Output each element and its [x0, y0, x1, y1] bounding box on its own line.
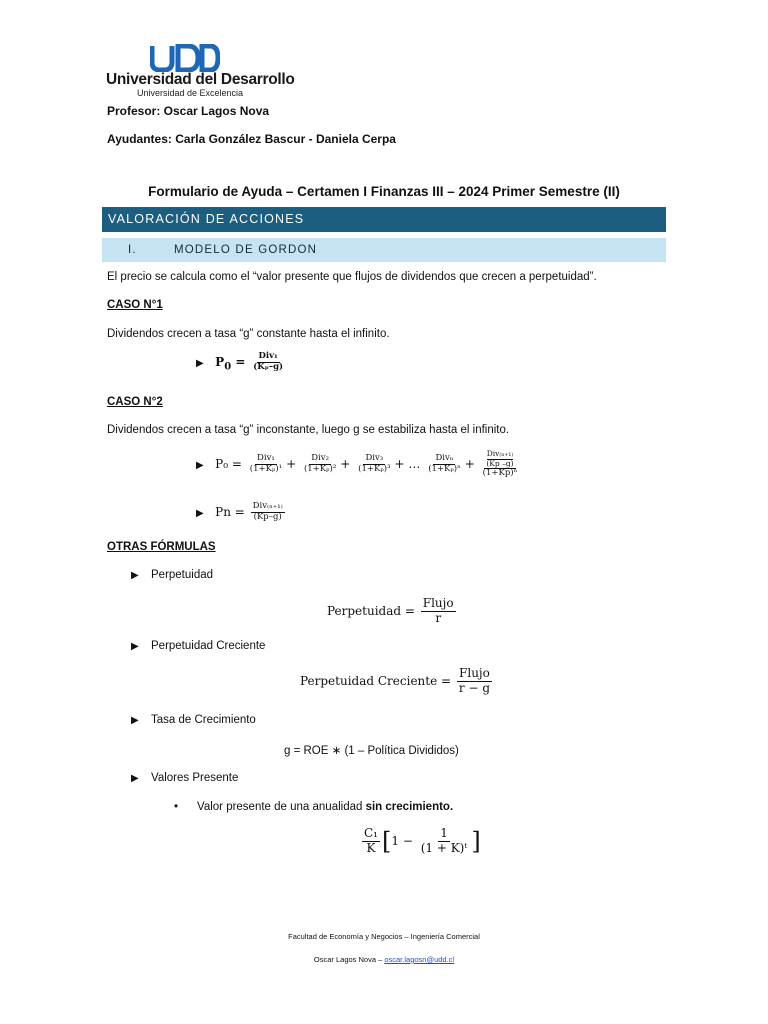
triangle-right-icon: ▶	[131, 773, 139, 784]
case2-heading: CASO N°2	[107, 396, 163, 408]
footer-faculty: Facultad de Economía y Negocios – Ingeniería Comercial	[288, 932, 480, 941]
case2-formula-p0: ▶ P₀ = $\frac{\text{Div₁}}{\text{(1+Kₚ)¹}}$ + $\frac{\text{Div₂}}{\text{(1+Kₚ)²}}$ + $\frac{\text{Div₃}}{\text{(1+Kₚ)³}}$ + … $\frac{\text{Divₙ}}{\text{(1+Kₚ)ⁿ}}$ + Div₍ₙ₊₁₎ (Kp –g) (1+Kp)ⁿ	[196, 449, 518, 479]
term-terminal: Div₍ₙ₊₁₎ (Kp –g) (1+Kp)ⁿ	[482, 449, 518, 479]
dot-icon: •	[174, 801, 179, 813]
subsection-number: I.	[128, 244, 137, 256]
udd-logo-mark	[150, 44, 220, 72]
list-item: ▶ Tasa de Crecimiento	[131, 714, 256, 726]
subsection-header	[102, 238, 666, 262]
case1-text: Dividendos crecen a tasa “g” constante hasta el infinito.	[107, 328, 390, 340]
list-item: ▶ Perpetuidad	[131, 569, 214, 581]
triangle-right-icon: ▶	[196, 357, 204, 369]
case1-fraction: $\frac{\text{Div₁}}{\text{(Kₚ–g)}}$	[253, 351, 284, 372]
case2-formula-pn: ▶ Pn = $\frac{\text{Div₍ₙ₊₁₎}}{(Kp-g)}$	[196, 501, 283, 522]
term-3: $\frac{\text{Div₃}}{\text{(1+Kₚ)³}}$	[358, 453, 391, 474]
email-link[interactable]: oscar.lagosn@udd.cl	[384, 955, 455, 964]
university-name: Universidad del Desarrollo	[106, 71, 295, 88]
other-heading: OTRAS FÓRMULAS	[107, 541, 216, 553]
professor-line: Profesor: Oscar Lagos Nova	[107, 104, 270, 118]
triangle-right-icon: ▶	[131, 715, 139, 726]
triangle-right-icon: ▶	[131, 641, 139, 652]
assistants-line: Ayudantes: Carla González Bascur - Daniela Cerpa	[107, 132, 396, 146]
footer-contact: Oscar Lagos Nova – oscar.lagosn@udd.cl	[313, 955, 455, 964]
list-item: ▶ Perpetuidad Creciente	[131, 640, 266, 652]
triangle-right-icon: ▶	[196, 460, 204, 471]
triangle-right-icon: ▶	[196, 507, 204, 519]
intro-text: El precio se calcula como el “valor presente que flujos de dividendos que crecen a perpetuidad”.	[107, 271, 597, 283]
term-2: $\frac{\text{Div₂}}{\text{(1+Kₚ)²}}$	[303, 453, 337, 474]
subsection-label: MODELO DE GORDON	[174, 244, 318, 256]
section-header	[102, 207, 666, 232]
term-1: $\frac{\text{Div₁}}{\text{(1+Kₚ)¹}}$	[249, 453, 283, 474]
case2-text: Dividendos crecen a tasa “g” inconstante, luego g se estabiliza hasta el infinito.	[107, 424, 510, 436]
growing-perpetuity-formula: Perpetuidad Creciente = $\frac{\text{Flujo}}{r - g}$	[300, 666, 491, 695]
sub-bullet: • Valor presente de una anualidad sin crecimiento.	[174, 801, 454, 813]
document-title: Formulario de Ayuda – Certamen I Finanzas III – 2024 Primer Semestre (II)	[148, 184, 620, 199]
case1-heading: CASO N°1	[107, 299, 163, 311]
term-n: $\frac{\text{Divₙ}}{\text{(1+Kₚ)ⁿ}}$	[428, 453, 461, 474]
university-tagline: Universidad de Excelencia	[137, 88, 244, 98]
triangle-right-icon: ▶	[131, 570, 139, 581]
pn-fraction: $\frac{\text{Div₍ₙ₊₁₎}}{(Kp-g)}$	[252, 501, 283, 522]
section-label: VALORACIÓN DE ACCIONES	[108, 212, 305, 226]
annuity-formula: $\frac{\text{C₁}}{K}$ [1 − $\frac{1}{\text{(1 + K)ᵗ}}$ ]	[364, 826, 481, 856]
list-item: ▶ Valores Presente	[131, 772, 239, 784]
case1-formula: ▶ $P_0$ = $\frac{\text{Div₁}}{\text{(Kₚ–g)}}$	[196, 351, 284, 373]
growth-rate-formula: g = ROE ∗ (1 – Política Divididos)	[284, 745, 459, 757]
perpetuity-formula: Perpetuidad = $\frac{\text{Flujo}}{r}$	[327, 596, 454, 625]
